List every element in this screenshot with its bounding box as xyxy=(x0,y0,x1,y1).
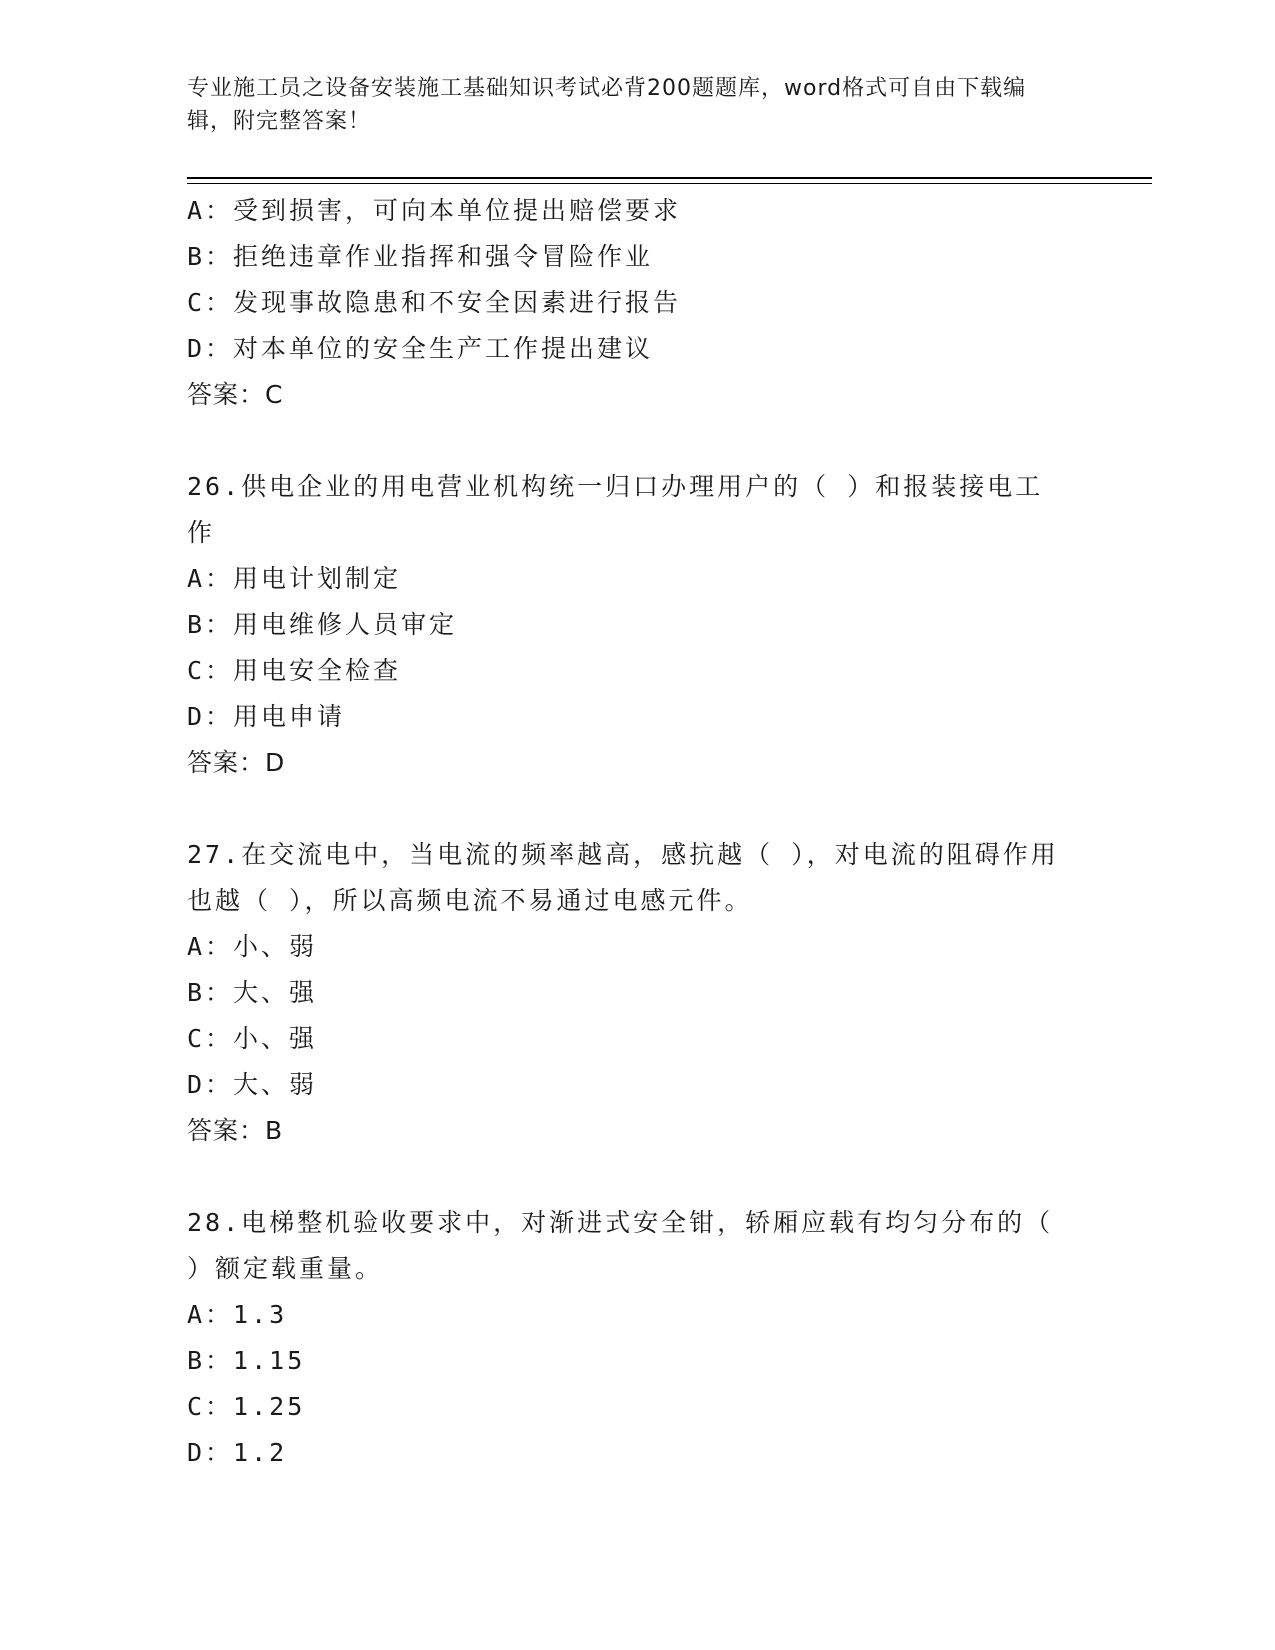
option-d: D：用电申请 xyxy=(187,702,346,731)
option-b: B：用电维修人员审定 xyxy=(187,610,458,639)
option-a: A：受到损害，可向本单位提出赔偿要求 xyxy=(187,196,682,225)
option-b: B：大、强 xyxy=(187,978,318,1007)
option-c: C：小、强 xyxy=(187,1024,318,1053)
option-c: C：1.25 xyxy=(187,1392,306,1421)
option-d: D：大、弱 xyxy=(187,1070,318,1099)
question-26 xyxy=(187,464,1067,786)
answer-line: 答案：C xyxy=(187,380,284,409)
question-28 xyxy=(187,1200,1072,1476)
option-d: D：1.2 xyxy=(187,1438,288,1467)
option-b: B：1.15 xyxy=(187,1346,306,1375)
option-a: A：用电计划制定 xyxy=(187,564,402,593)
option-d: D：对本单位的安全生产工作提出建议 xyxy=(187,334,654,363)
option-a: A：小、弱 xyxy=(187,932,318,961)
option-c: C：发现事故隐患和不安全因素进行报告 xyxy=(187,288,682,317)
option-c: C：用电安全检查 xyxy=(187,656,402,685)
option-b: B：拒绝违章作业指挥和强令冒险作业 xyxy=(187,242,654,271)
document-title: 专业施工员之设备安装施工基础知识考试必背200题题库，word格式可自由下载编辑，附完整答案！ xyxy=(187,76,1027,134)
document-body xyxy=(187,188,1072,1476)
question-text: 28.电梯整机验收要求中，对渐进式安全钳，轿厢应载有均匀分布的（ ）额定载重量。 xyxy=(187,1208,1072,1283)
continued-question xyxy=(187,188,1067,418)
header-divider-thin xyxy=(187,183,1152,184)
question-27 xyxy=(187,832,1067,1154)
option-a: A：1.3 xyxy=(187,1300,288,1329)
answer-line: 答案：D xyxy=(187,748,286,777)
question-text: 26.供电企业的用电营业机构统一归口办理用户的（ ）和报装接电工作 xyxy=(187,472,1044,547)
question-text: 27.在交流电中，当电流的频率越高，感抗越（ ），对电流的阻碍作用也越（ ），所以高频电流不易通过电感元件。 xyxy=(187,840,1059,915)
header-divider-thick xyxy=(187,177,1152,179)
answer-line: 答案：B xyxy=(187,1116,284,1145)
